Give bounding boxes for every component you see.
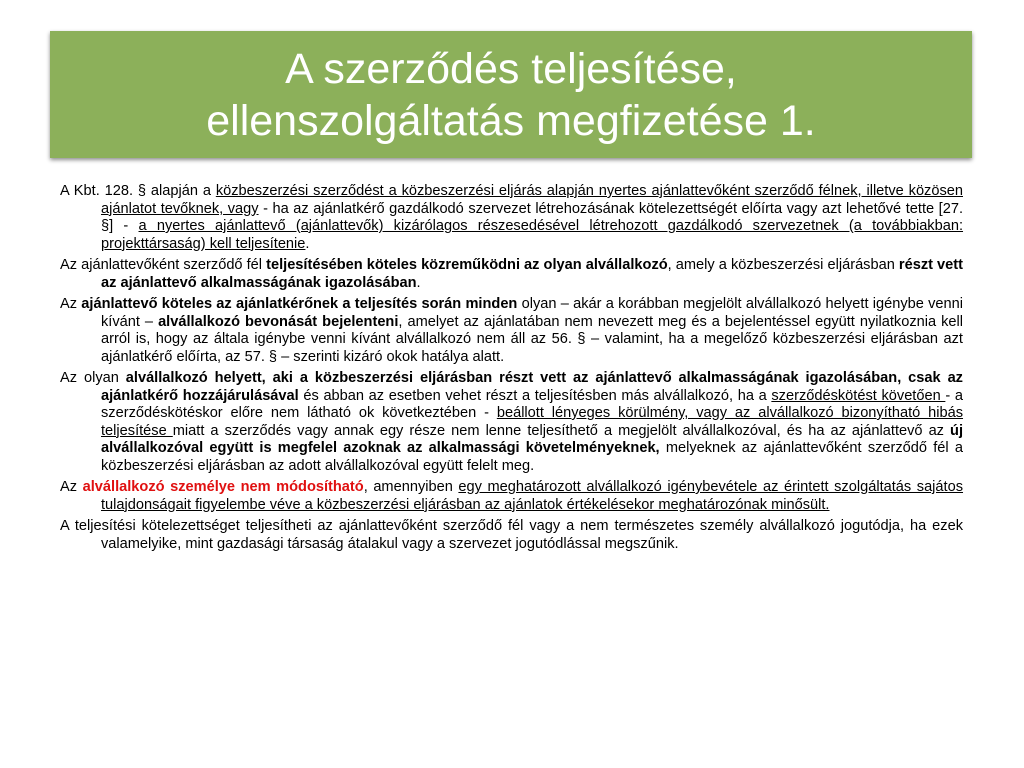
slide-title-line-1: A szerződés teljesítése,: [285, 44, 737, 93]
slide-title-box: [50, 31, 972, 158]
slide-body: [60, 183, 963, 557]
paragraph-jogutod: A teljesítési kötelezettséget teljesítheti az ajánlattevőként szerződő fél vagy a nem természetes személy alvállalkozó jogutódja, ha ezek valamelyike, mint gazdasági társaság átalakul vagy a szervezet jogutódlással megszűnik.: [60, 518, 963, 552]
paragraph-kbt-128: A Kbt. 128. § alapján a közbeszerzési szerződést a közbeszerzési eljárás alapján nyertes ajánlattevőként szerződő félnek, illetve közösen ajánlatot tevőknek, vagy - ha az ajánlatkérő gazdálkodó szervezet létrehozásának kötelezettségét előírta vagy azt lehetővé tette [27. §] - a nyertes ajánlattevő (ajánlattevők) kizárólagos részesedésével létrehozott gazdálkodó szervezetnek (a továbbiakban: projekttársaság) kell teljesítenie.: [60, 183, 964, 252]
paragraph-alvallalkozo-csere: Az olyan alvállalkozó helyett, aki a közbeszerzési eljárásban részt vett az ajánlattevő alkalmasságának igazolásában, csak az ajánlatkérő hozzájárulásával és abban az esetben vehet részt a teljesítésben más alvállalkozó, ha a szerződéskötést követően - a szerződéskötéskor előre nem látható ok következtében - beállott lényeges körülmény, vagy az alvállalkozó bizonyítható hibás teljesítése miatt a szerződés vagy annak egy része nem lenne teljesíthető a megjelölt alvállalkozóval, és ha az ajánlattevő az új alvállalkozóval együtt is megfelel azoknak az alkalmassági követelményeknek, melyeknek az ajánlattevőként szerződő fél a közbeszerzési eljárásban az adott alvállalkozóval együtt felelt meg.: [60, 370, 964, 474]
slide-title-line-2: ellenszolgáltatás megfizetése 1.: [206, 96, 816, 145]
paragraph-bejelentes: Az ajánlattevő köteles az ajánlatkérőnek a teljesítés során minden olyan – akár a korábban megjelölt alvállalkozó helyett igénybe venni kívánt – alvállalkozó bevonását bejelenteni, amelyet az ajánlatában nem nevezett meg és a bejelentéssel együtt nyilatkoznia kell arról is, hogy az általa igénybe venni kívánt alvállalkozó nem áll az 56. § – valamint, ha a megelőző közbeszerzési eljárásban azt ajánlatkérő előírta, az 57. § – szerinti kizáró okok hatálya alatt.: [60, 296, 964, 365]
paragraph-nem-modosithato: Az alvállalkozó személye nem módosítható, amennyiben egy meghatározott alvállalkozó igénybevétele az érintett szolgáltatás sajátos tulajdonságait figyelembe véve a közbeszerzési eljárásban az ajánlatok értékelésekor meghatározónak minősült.: [60, 479, 964, 513]
paragraph-kozremukodes: Az ajánlattevőként szerződő fél teljesítésében köteles közreműködni az olyan alvállalkozó, amely a közbeszerzési eljárásban részt vett az ajánlattevő alkalmasságának igazolásában.: [60, 257, 963, 291]
